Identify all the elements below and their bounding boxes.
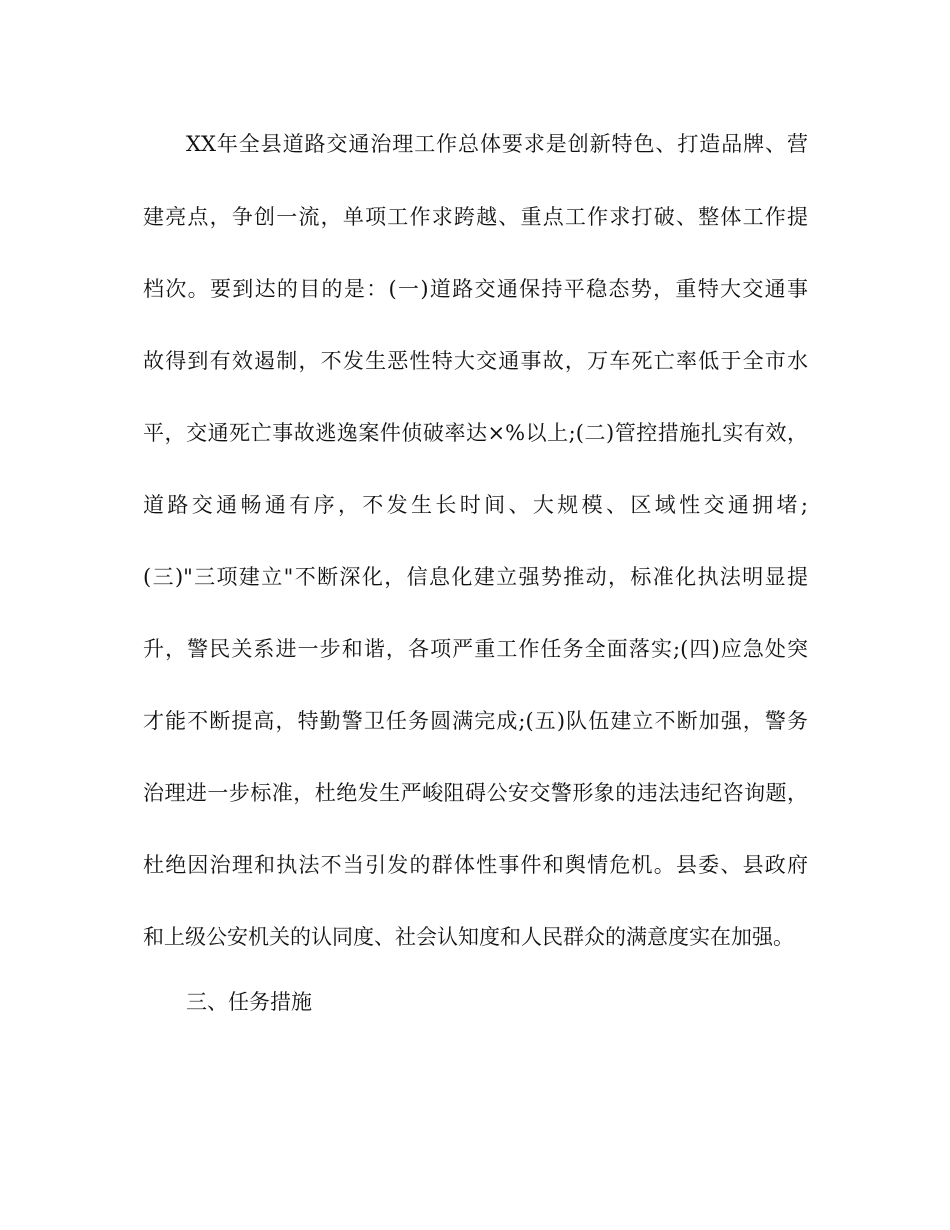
paragraph-line: XX年全县道路交通治理工作总体要求是创新特色、打造品牌、营	[186, 132, 808, 156]
paragraph-line: 杜绝因治理和执法不当引发的群体性事件和舆情危机。县委、县政府	[143, 853, 808, 877]
paragraph-line: 治理进一步标准，杜绝发生严峻阻碍公安交警形象的违法违纪咨询题，	[143, 781, 808, 805]
paragraph-line: 档次。要到达的目的是：(一)道路交通保持平稳态势，重特大交通事	[143, 277, 808, 301]
paragraph-line: 建亮点，争创一流，单项工作求跨越、重点工作求打破、整体工作提	[143, 205, 808, 229]
paragraph-line: (三)"三项建立"不断深化，信息化建立强势推动，标准化执法明显提	[143, 565, 808, 589]
section-heading: 三、任务措施	[186, 990, 312, 1014]
paragraph-line: 和上级公安机关的认同度、社会认知度和人民群众的满意度实在加强。	[143, 925, 794, 949]
paragraph-line: 才能不断提高，特勤警卫任务圆满完成;(五)队伍建立不断加强，警务	[143, 709, 808, 733]
paragraph-line: 升，警民关系进一步和谐，各项严重工作任务全面落实;(四)应急处突	[143, 637, 808, 661]
paragraph-line: 平，交通死亡事故逃逸案件侦破率达×%以上;(二)管控措施扎实有效，	[143, 421, 808, 445]
paragraph-line: 道路交通畅通有序，不发生长时间、大规模、区域性交通拥堵;	[143, 493, 808, 517]
paragraph-line: 故得到有效遏制，不发生恶性特大交通事故，万车死亡率低于全市水	[143, 349, 808, 373]
